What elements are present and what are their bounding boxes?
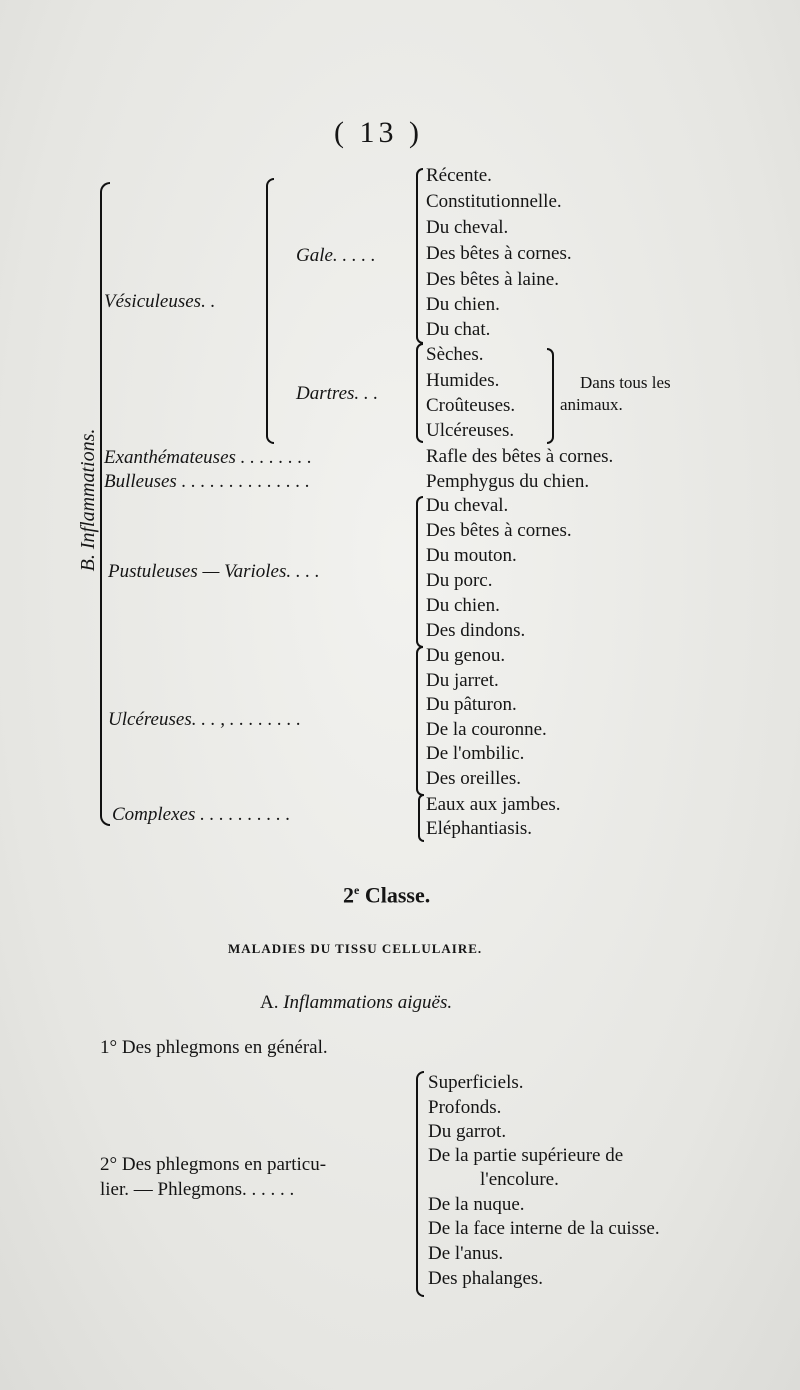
- classe-number: 2: [343, 882, 354, 908]
- list-item: Des phalanges.: [428, 1268, 544, 1289]
- exanthemateuses-label: Exanthémateuses . . . . . . . .: [104, 447, 312, 468]
- gale-label: Gale. . . . .: [296, 245, 376, 266]
- list-item: Du chien.: [426, 595, 500, 616]
- pustuleuses-brace: [416, 496, 423, 648]
- list-item: Du chien.: [426, 294, 500, 315]
- list-item: Des oreilles.: [426, 768, 521, 789]
- list-item: Eaux aux jambes.: [426, 794, 561, 815]
- list-item: l'encolure.: [480, 1169, 559, 1190]
- list-item: De la partie supérieure de: [428, 1145, 624, 1166]
- gale-brace: [416, 168, 423, 344]
- phlegmons-brace: [416, 1071, 424, 1297]
- list-item: Du porc.: [426, 570, 493, 591]
- dartres-note: animaux.: [560, 395, 623, 414]
- list-item: Des bêtes à cornes.: [426, 243, 572, 264]
- section-title: MALADIES DU TISSU CELLULAIRE.: [228, 941, 483, 956]
- classe-label: Classe.: [364, 882, 431, 908]
- list-item: Du garrot.: [428, 1121, 507, 1142]
- list-item: Constitutionnelle.: [426, 191, 562, 212]
- list-item: Du cheval.: [426, 217, 509, 238]
- list-item: Du chat.: [426, 319, 491, 340]
- list-item: De l'anus.: [428, 1243, 504, 1264]
- list-item: Des dindons.: [426, 620, 526, 641]
- list-item: Sèches.: [426, 344, 484, 365]
- phlegmons-particulier-label: lier. — Phlegmons. . . . . .: [100, 1179, 295, 1200]
- complexes-brace: [418, 794, 424, 842]
- list-item: De la face interne de la cuisse.: [428, 1218, 660, 1239]
- classe-sup: e: [354, 883, 360, 897]
- subsection-title: Inflammations aiguës.: [283, 992, 453, 1013]
- list-item: Du mouton.: [426, 545, 517, 566]
- list-item: Récente.: [426, 165, 492, 186]
- ulcereuses-brace: [416, 646, 423, 796]
- phlegmons-particulier-label: 2° Des phlegmons en particu-: [100, 1154, 327, 1175]
- subsection-prefix: A.: [260, 992, 279, 1013]
- list-item: De la nuque.: [428, 1194, 525, 1215]
- list-item: Du genou.: [426, 645, 506, 666]
- dartres-brace: [416, 343, 423, 443]
- list-item: De l'ombilic.: [426, 743, 525, 764]
- list-item: De la couronne.: [426, 719, 547, 740]
- vesiculeuses-label: Vésiculeuses. .: [104, 291, 216, 312]
- list-item: Du pâturon.: [426, 694, 517, 715]
- list-item: Des bêtes à laine.: [426, 269, 559, 290]
- subsection-heading: [260, 993, 452, 1012]
- page-number: ( 13 ): [334, 116, 423, 149]
- ulcereuses-label: Ulcéreuses. . . , . . . . . . . .: [108, 709, 301, 730]
- bulleuses-label: Bulleuses . . . . . . . . . . . . . .: [104, 471, 310, 492]
- exanthemateuses-item: Rafle des bêtes à cornes.: [426, 446, 614, 467]
- list-item: Croûteuses.: [426, 395, 516, 416]
- list-item: Humides.: [426, 370, 500, 391]
- classe-heading: [343, 884, 430, 906]
- list-item: Superficiels.: [428, 1072, 524, 1093]
- dartres-note: Dans tous les: [580, 373, 671, 392]
- dartres-label: Dartres. . .: [296, 383, 379, 404]
- list-item: Ulcéreuses.: [426, 420, 515, 441]
- list-item: Du jarret.: [426, 670, 499, 691]
- phlegmons-general: 1° Des phlegmons en général.: [100, 1037, 328, 1058]
- list-item: Profonds.: [428, 1097, 502, 1118]
- list-item: Du cheval.: [426, 495, 509, 516]
- list-item: Eléphantiasis.: [426, 818, 533, 839]
- list-item: Des bêtes à cornes.: [426, 520, 572, 541]
- complexes-label: Complexes . . . . . . . . . .: [112, 804, 291, 825]
- vertical-title: B. Inflammations.: [77, 428, 99, 572]
- dartres-right-brace: [547, 348, 554, 444]
- vesiculeuses-brace: [266, 178, 274, 444]
- pustuleuses-label: Pustuleuses — Varioles. . . .: [108, 561, 320, 582]
- bulleuses-item: Pemphygus du chien.: [426, 471, 590, 492]
